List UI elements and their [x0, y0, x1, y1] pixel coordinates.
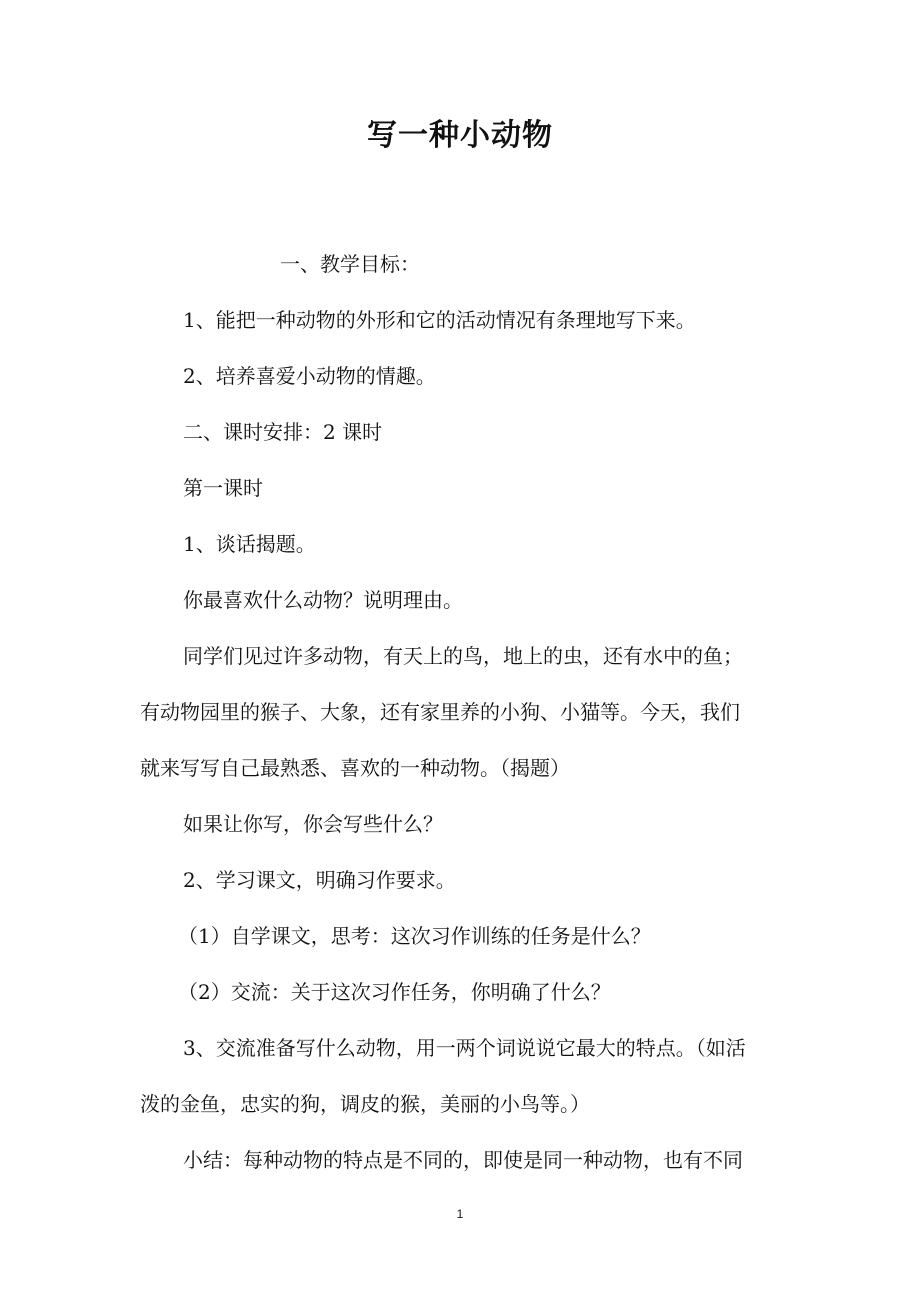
paragraph-line: 如果让你写，你会写些什么？ [183, 812, 443, 836]
paragraph-line: 2、培养喜爱小动物的情趣。 [183, 364, 436, 388]
paragraph-line: 1、能把一种动物的外形和它的活动情况有条理地写下来。 [183, 308, 696, 332]
section-heading-schedule: 二、课时安排：2 课时 [183, 420, 383, 444]
document-title: 写一种小动物 [367, 118, 553, 153]
paragraph-line: （2）交流：关于这次习作任务，你明确了什么？ [178, 980, 611, 1004]
section-heading-objectives: 一、教学目标： [280, 252, 420, 276]
page-number: 1 [456, 1207, 464, 1221]
paragraph-line: 你最喜欢什么动物？说明理由。 [183, 588, 463, 612]
paragraph-line: （1）自学课文，思考：这次习作训练的任务是什么？ [178, 924, 651, 948]
paragraph-line: 3、交流准备写什么动物，用一两个词说说它最大的特点。（如活 [183, 1036, 746, 1060]
paragraph-line: 就来写写自己最熟悉、喜欢的一种动物。（揭题） [140, 756, 570, 780]
lesson-heading: 第一课时 [183, 476, 263, 500]
paragraph-line: 2、学习课文，明确习作要求。 [183, 868, 456, 892]
paragraph-line: 同学们见过许多动物，有天上的鸟，地上的虫，还有水中的鱼； [183, 644, 743, 668]
paragraph-line: 1、谈话揭题。 [183, 532, 316, 556]
paragraph-line: 小结：每种动物的特点是不同的，即使是同一种动物，也有不同 [183, 1148, 743, 1172]
paragraph-line: 有动物园里的猴子、大象，还有家里养的小狗、小猫等。今天，我们 [140, 700, 740, 724]
paragraph-line: 泼的金鱼，忠实的狗，调皮的猴，美丽的小鸟等。） [140, 1092, 590, 1116]
